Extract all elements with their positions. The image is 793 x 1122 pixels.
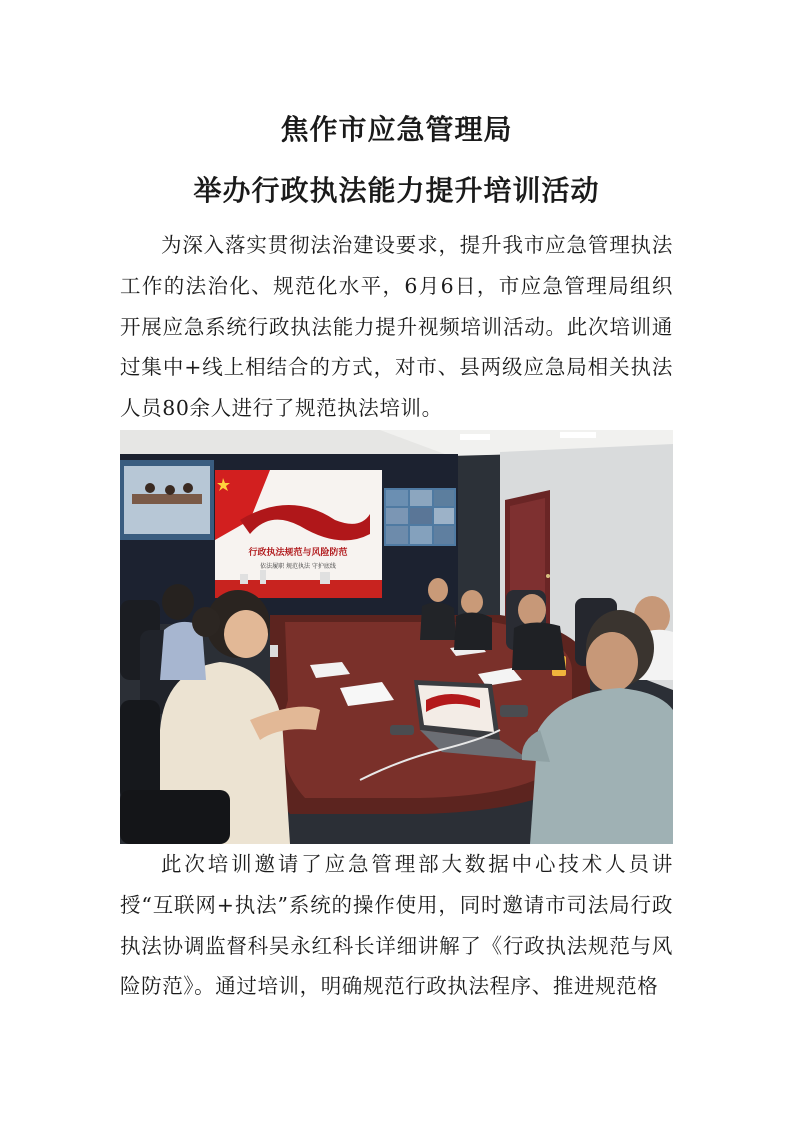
screen-subtitle: 依法履职 规范执法 守护底线 (260, 563, 336, 570)
article-paragraph-1: 为深入落实贯彻法治建设要求，提升我市应急管理执法工作的法治化、规范化水平，6月6日，市应急管理局组织开展应急系统行政执法能力提升视频培训活动。此次培训通过集中+线上相结合的方式，对市、县两级应急局相关执法人员80余人进行了规范执法培训。 (120, 233, 673, 421)
screen-title: 行政执法规范与风险防范 (248, 548, 348, 558)
presentation-screen (215, 470, 382, 598)
page-title-line1: 焦作市应急管理局 (280, 113, 513, 146)
article-paragraph-2: 此次培训邀请了应急管理部大数据中心技术人员讲授“互联网+执法”系统的操作使用，同时邀请市司法局行政执法协调监督科吴永红科长详细讲解了《行政执法规范与风险防范》。通过培训，明确规范行政执法程序、推进规范格 (120, 852, 673, 999)
page-title-line2: 举办行政执法能力提升培训活动 (193, 174, 600, 207)
training-meeting-photo (120, 430, 673, 844)
